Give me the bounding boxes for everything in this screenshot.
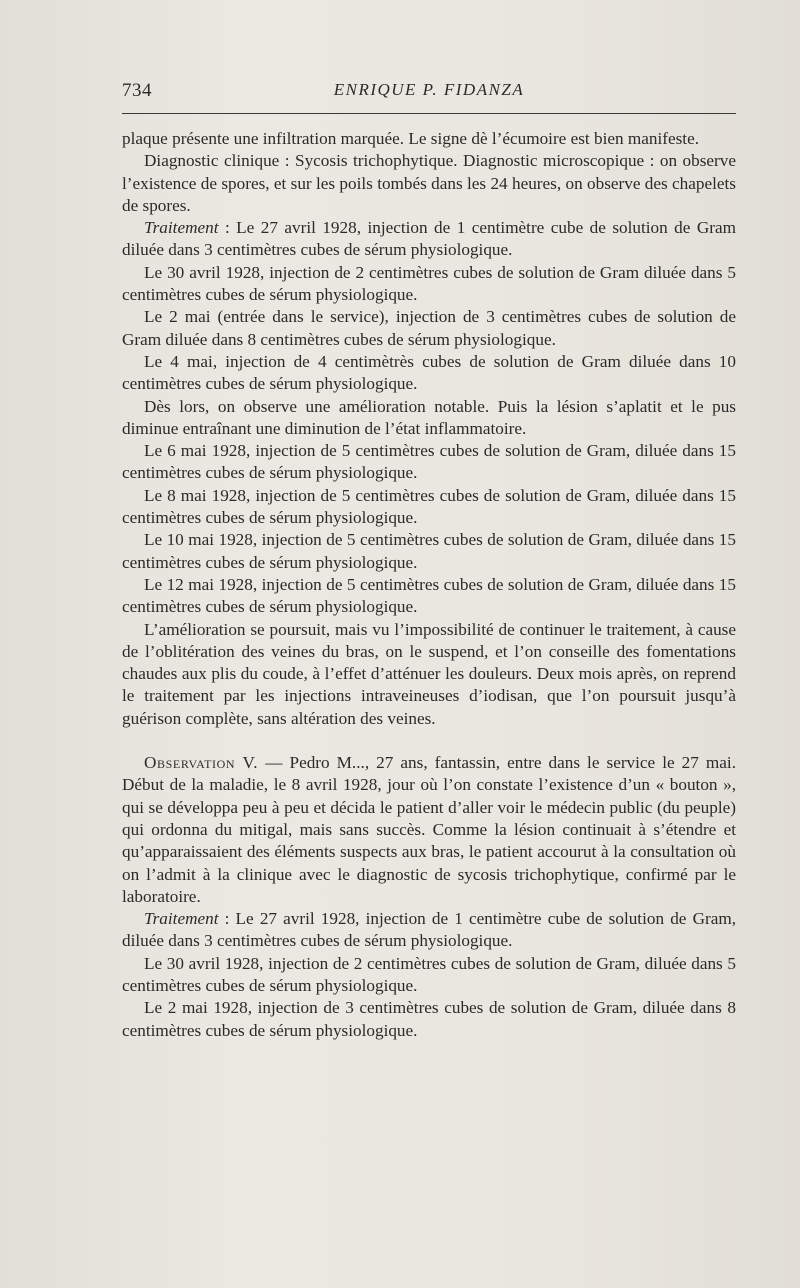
paragraph: Le 10 mai 1928, injection de 5 centimètres cubes de solution de Gram, diluée dans 15 centimètres cubes de sérum physiologique. — [122, 530, 736, 572]
paragraph: Le 2 mai (entrée dans le service), injection de 3 centimètres cubes de solution de Gram diluée dans 8 centimètres cubes de sérum physiologique. — [122, 307, 736, 349]
paragraph: Traitement : Le 27 avril 1928, injection de 1 centimètre cube de solution de Gram diluée dans 3 centimètres cubes de sérum physiologique. — [122, 218, 736, 260]
paragraph: Le 12 mai 1928, injection de 5 centimètres cubes de solution de Gram, diluée dans 15 centimètres cubes de sérum physiologique. — [122, 574, 736, 617]
paragraph: Le 2 mai 1928, injection de 3 centimètres cubes de solution de Gram, diluée dans 8 centimètres cubes de sérum physiologique. — [122, 998, 736, 1040]
header-rule — [122, 113, 736, 114]
body-text — [122, 128, 736, 1042]
paragraph: Le 8 mai 1928, injection de 5 centimètres cubes de solution de Gram, diluée dans 15 centimètres cubes de sérum physiologique. — [122, 485, 736, 528]
page-header — [122, 80, 736, 106]
paragraph: Traitement : Le 27 avril 1928, injection de 1 centimètre cube de solution de Gram, diluée dans 3 centimètres cubes de sérum physiologique. — [122, 909, 736, 951]
paragraph: L’amélioration se poursuit, mais vu l’impossibilité de continuer le traitement, à cause de l’oblitération des veines du bras, on le suspend, et l’on conseille des fomentations chaudes aux plis du coude, à l’effet d’atténuer les douleurs. Deux mois après, on reprend le traitement par les injections intraveineuses d’iodisan, que l’on poursuit jusqu’à guérison complète, sans altération des veines. — [122, 619, 736, 728]
paragraph-observation-heading: Observation V. — Pedro M..., 27 ans, fantassin, entre dans le service le 27 mai. Début de la maladie, le 8 avril 1928, jour où l’on constate l’existence d’un « bouton », qui se développa peu à peu et décida le patient d’aller voir le médecin public (du peuple) qui ordonna du mitigal, mais sans succès. Comme la lésion continuait à s’étendre et qu’apparaissaient des éléments suspects aux bras, le patient accourut à la consultation où on l’admit à la clinique avec le diagnostic de sycosis trichophytique, confirmé par le laboratoire. — [122, 753, 736, 906]
running-head: ENRIQUE P. FIDANZA — [333, 80, 525, 99]
paragraph: Dès lors, on observe une amélioration notable. Puis la lésion s’aplatit et le pus diminue entraînant une diminution de l’état inflammatoire. — [122, 396, 736, 438]
page-number: 734 — [122, 80, 152, 101]
observation-label: Observation V. — [144, 753, 259, 773]
treatment-label: Traitement — [144, 218, 219, 238]
paragraph: Le 30 avril 1928, injection de 2 centimètres cubes de solution de Gram diluée dans 5 centimètres cubes de sérum physiologique. — [122, 262, 736, 305]
paragraph: Le 30 avril 1928, injection de 2 centimètres cubes de solution de Gram, diluée dans 5 centimètres cubes de sérum physiologique. — [122, 953, 736, 995]
paragraph: Le 4 mai, injection de 4 centimètrès cubes de solution de Gram diluée dans 10 centimètres cubes de sérum physiologique. — [122, 351, 736, 394]
treatment-label: Traitement — [144, 909, 219, 929]
paragraph: plaque présente une infiltration marquée. Le signe dè l’écumoire est bien manifeste. — [122, 129, 699, 148]
paragraph: Diagnostic clinique : Sycosis trichophytique. Diagnostic microscopique : on observe l’existence de spores, et sur les poils tombés dans les 24 heures, on observe des chapelets de spores. — [122, 151, 736, 215]
paragraph: Le 6 mai 1928, injection de 5 centimètres cubes de solution de Gram, diluée dans 15 centimètres cubes de sérum physiologique. — [122, 441, 736, 483]
